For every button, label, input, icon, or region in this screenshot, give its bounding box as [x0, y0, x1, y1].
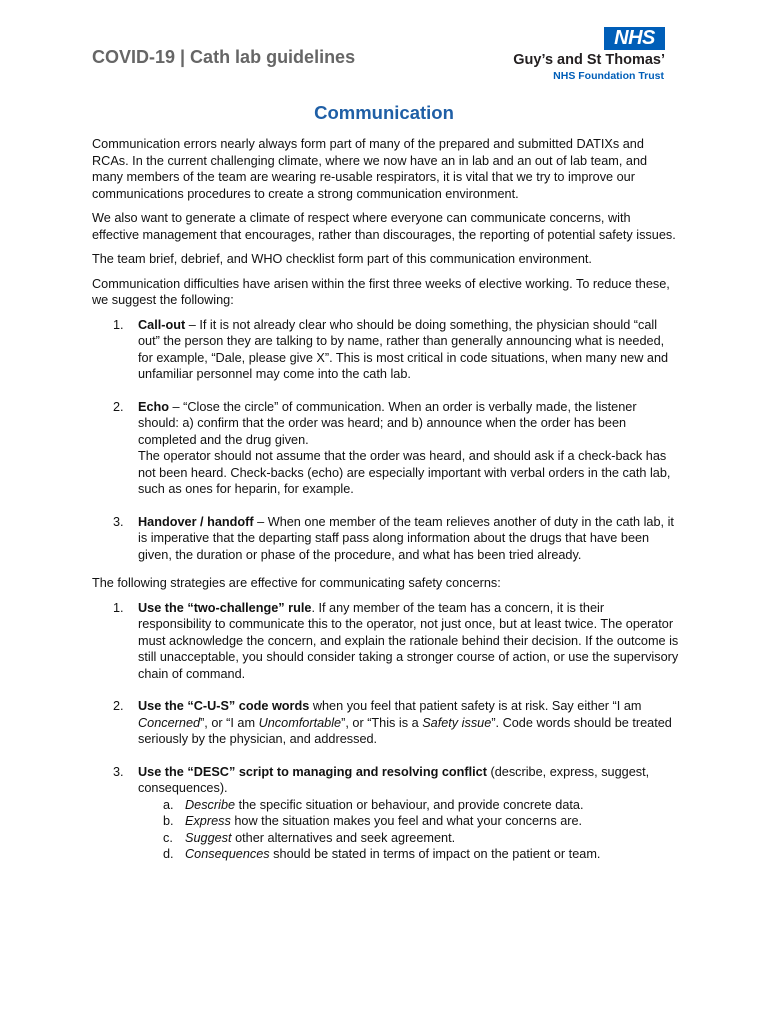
sublist-emphasis: Describe	[185, 797, 236, 812]
strategies-list	[92, 600, 680, 863]
nhs-logo-badge: NHS	[604, 27, 665, 50]
list-text: ”, or “This is a	[341, 715, 423, 730]
paragraph: We also want to generate a climate of respect where everyone can communicate concerns, with effective management that encourages, rather than discourages, the reporting of potential safety issues.	[92, 211, 676, 242]
sublist-letter: b.	[163, 814, 174, 828]
sublist-item	[138, 846, 680, 863]
list-number: 1.	[113, 600, 124, 615]
suggestions-list	[92, 317, 680, 564]
list-text: – When one member of the team relieves another of duty in the cath lab, it is imperative that the departing staff pass along information about the drugs that have been given, the duration or phase of the procedure, and what has been tried already.	[138, 514, 674, 562]
list-text: (describe, express, suggest, consequences).	[138, 764, 650, 795]
list-text: ”. Code words should be treated seriously by the physician, and addressed.	[138, 715, 672, 746]
sublist-letter: c.	[163, 830, 173, 845]
sublist-emphasis: Suggest	[185, 830, 232, 845]
sublist-item	[138, 830, 680, 847]
list-text: – If it is not already clear who should be doing something, the physician should “call out” the person they are talking to by name, rather than generally announcing what is needed, for example, “Dale, please give X”. This is most critical in code situations, when many new and unfamiliar personnel may come into the cath lab.	[138, 317, 669, 381]
sublist-text: should be stated in terms of impact on the patient or team.	[269, 847, 601, 861]
list-number: 1.	[113, 317, 124, 332]
list-term: Use the “two-challenge” rule	[138, 600, 312, 615]
list-term: Use the “DESC” script to managing and resolving conflict	[138, 764, 487, 779]
list-number: 3.	[113, 764, 124, 779]
trust-name: Guy’s and St Thomas’	[513, 52, 665, 68]
list-text: ”, or “I am	[200, 715, 259, 730]
list-number: 2.	[113, 399, 124, 414]
document-title: Communication	[314, 102, 454, 123]
list-item	[92, 600, 680, 683]
paragraph: Communication errors nearly always form part of many of the prepared and submitted DATIXs and RCAs. In the current challenging climate, where we now have an in lab and an out of lab team, and many members of the team are wearing re-usable respirators, it is vital that we try to improve our communications procedures to create a strong communication environment.	[92, 137, 648, 201]
sublist-emphasis: Consequences	[185, 847, 270, 861]
sublist-item	[138, 797, 680, 814]
sublist-letter: d.	[163, 847, 174, 861]
list-item	[92, 399, 680, 498]
list-text: – “Close the circle” of communication. When an order is verbally made, the listener should: a) confirm that the order was heard; and b) announce when the order has been completed and the drug given.	[138, 399, 637, 447]
list-term: Echo	[138, 399, 170, 414]
list-item	[92, 698, 680, 748]
sublist-text: how the situation makes you feel and what your concerns are.	[230, 814, 583, 828]
list-text: when you feel that patient safety is at risk. Say either “I am	[309, 699, 642, 713]
sublist-text: the specific situation or behaviour, and provide concrete data.	[235, 797, 584, 812]
list-item	[92, 317, 680, 383]
sublist-emphasis: Express	[185, 814, 231, 828]
list-term: Use the “C-U-S” code words	[138, 699, 310, 713]
desc-sublist	[138, 797, 680, 863]
paragraph: The team brief, debrief, and WHO checklist form part of this communication environment.	[92, 252, 592, 266]
sublist-letter: a.	[163, 797, 174, 812]
list-term: Handover / handoff	[138, 514, 254, 529]
sublist-item	[138, 813, 680, 830]
paragraph: The following strategies are effective for communicating safety concerns:	[92, 576, 501, 590]
trust-subtitle: NHS Foundation Trust	[553, 70, 664, 82]
list-item	[92, 764, 680, 863]
list-text: . If any member of the team has a concern, it is their responsibility to communicate this to the operator, not just once, but at least twice. The operator must acknowledge the concern, and explain the rationale behind their decision. If the outcome is still unacceptable, you should consider taking a stronger course of action, or use the supervisory chain of command.	[138, 600, 679, 681]
document-body	[92, 136, 680, 875]
paragraph: Communication difficulties have arisen within the first three weeks of elective working. To reduce these, we suggest the following:	[92, 276, 670, 307]
list-term: Call-out	[138, 317, 186, 332]
list-number: 3.	[113, 514, 124, 529]
list-number: 2.	[113, 699, 124, 713]
list-emphasis: Uncomfortable	[258, 715, 342, 730]
list-emphasis: Concerned	[138, 715, 201, 730]
list-item	[92, 514, 680, 564]
page-header-title: COVID-19 | Cath lab guidelines	[92, 47, 356, 67]
list-emphasis: Safety issue	[422, 715, 492, 730]
sublist-text: other alternatives and seek agreement.	[231, 830, 456, 845]
list-text: The operator should not assume that the order was heard, and should ask if a check-back has not been heard. Check-backs (echo) are especially important with verbal orders in the cath lab, such as ones for heparin, for example.	[138, 449, 671, 496]
